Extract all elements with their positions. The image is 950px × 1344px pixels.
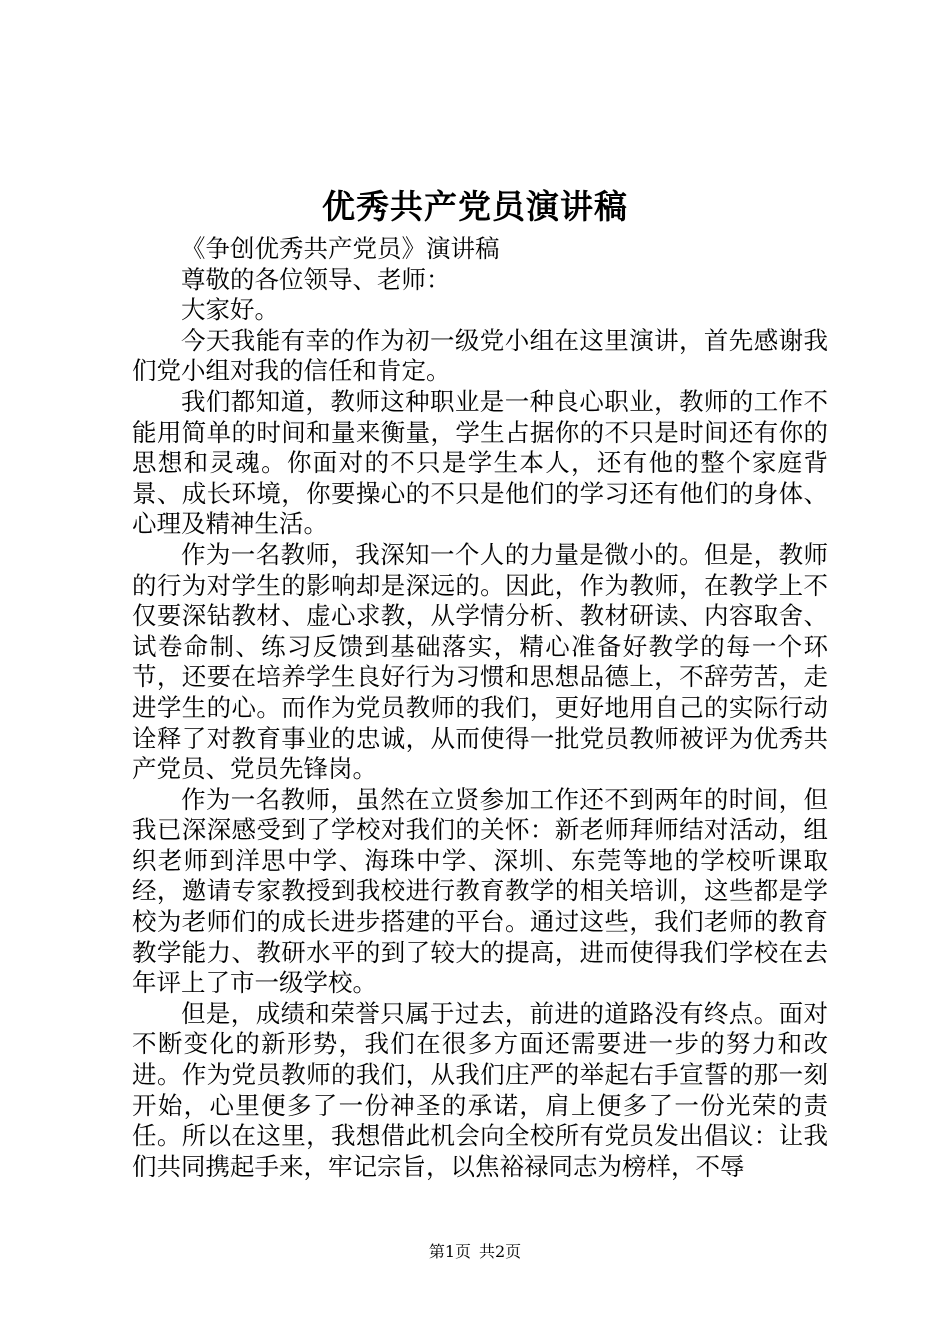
page-total: 共2页 [479,1242,522,1261]
paragraph-speech-title: 《争创优秀共产党员》演讲稿 [181,234,500,263]
paragraph: 作为一名教师，虽然在立贤参加工作还不到两年的时间，但我已深深感受到了学校对我们的关怀：新老师拜师结对活动，组织老师到洋思中学、海珠中学、深圳、东莞等地的学校听课取经，邀请专家教授到我校进行教育教学的相关培训，这些都是学校为老师们的成长进步搭建的平台。通过这些，我们老师的教育教学能力、教研水平的到了较大的提高，进而使得我们学校在去年评上了市一级学校。 [132,784,828,998]
paragraph-salutation: 尊敬的各位领导、老师： [181,264,451,294]
page-number: 第1页 [428,1242,471,1261]
document-body [132,234,828,1182]
paragraph: 我们都知道，教师这种职业是一种良心职业，教师的工作不能用简单的时间和量来衡量，学生占据你的不只是时间还有你的思想和灵魂。你面对的不只是学生本人，还有他的整个家庭背景、成长环境，你要操心的不只是他们的学习还有他们的身体、心理及精神生活。 [132,386,828,539]
paragraph: 作为一名教师，我深知一个人的力量是微小的。但是，教师的行为对学生的影响却是深远的。因此，作为教师，在教学上不仅要深钻教材、虚心求教，从学情分析、教材研读、内容取舍、试卷命制、练习反馈到基础落实，精心准备好教学的每一个环节，还要在培养学生良好行为习惯和思想品德上，不辞劳苦，走进学生的心。而作为党员教师的我们，更好地用自己的实际行动诠释了对教育事业的忠诚，从而使得一批党员教师被评为优秀共产党员、党员先锋岗。 [132,539,828,784]
document-title: 优秀共产党员演讲稿 [322,187,628,226]
paragraph: 但是，成绩和荣誉只属于过去，前进的道路没有终点。面对不断变化的新形势，我们在很多方面还需要进一步的努力和改进。作为党员教师的我们，从我们庄严的举起右手宣誓的那一刻开始，心里便多了一份神圣的承诺，肩上便多了一份光荣的责任。所以在这里，我想借此机会向全校所有党员发出倡议：让我们共同携起手来，牢记宗旨，以焦裕禄同志为榜样，不辱 [132,998,828,1181]
paragraph: 今天我能有幸的作为初一级党小组在这里演讲，首先感谢我们党小组对我的信任和肯定。 [132,325,828,386]
page-footer [0,1241,950,1263]
paragraph-greeting: 大家好。 [181,295,279,325]
